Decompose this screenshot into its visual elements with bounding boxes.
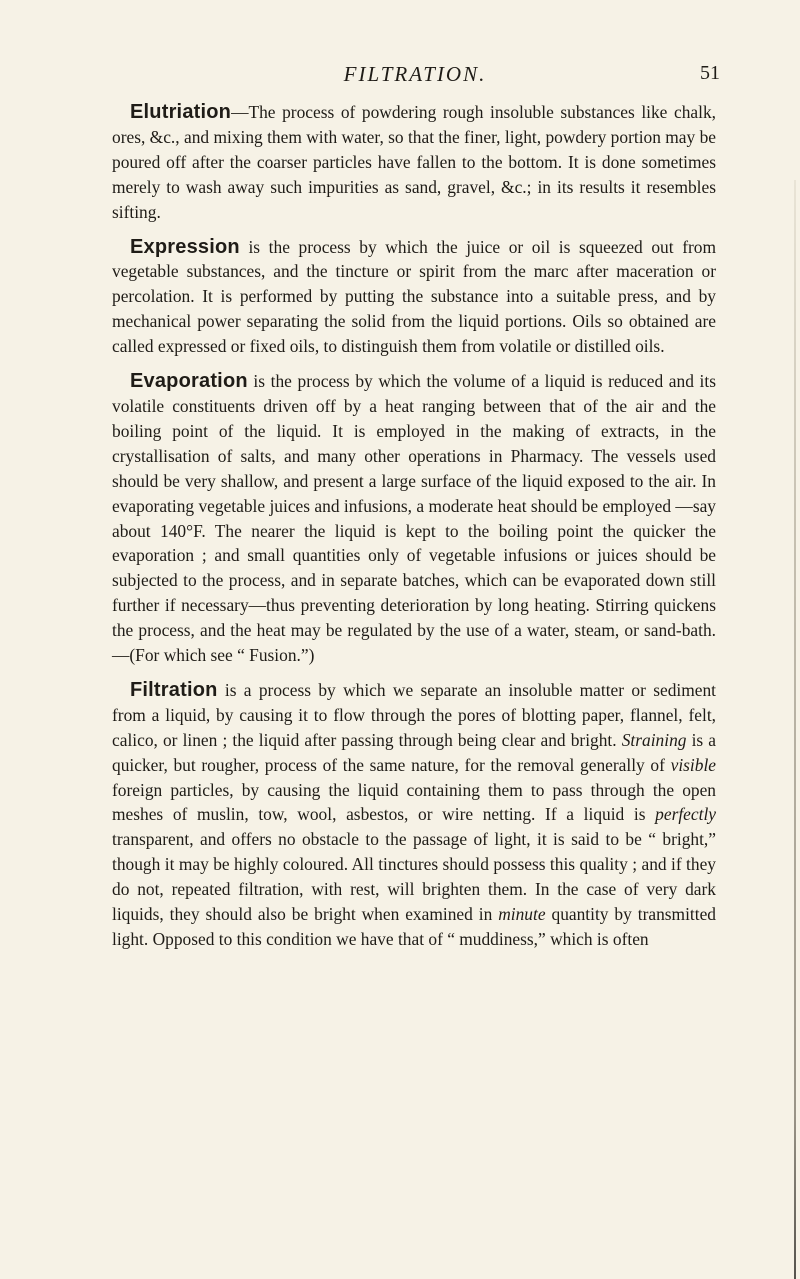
entry-text: —The process of powdering rough insoluble substances like chalk, ores, &c., and mixing them with water, so that the finer, light, powdery portion may be poured off after the coarser particles have fallen to the bottom. It is done sometimes merely to wash away such impurities as sand, gravel, &c.; in its results it resembles sifting. [112,102,716,222]
glossary-entries [112,100,716,962]
entry-text: foreign particles, by causing the liquid containing them to pass through the open meshes of muslin, tow, wool, asbestos, or wire netting. If a liquid is [112,779,716,825]
entry-text: is a process by which we separate an insoluble matter or sediment from a liquid, by causing it to flow through the pores of blotting paper, flannel, felt, calico, or linen ; the liquid after passing through being clear and bright. [112,679,716,750]
entry-evaporation [112,369,716,668]
entry-term: Filtration [130,678,218,701]
entry-text: is the process by which the juice or oil is squeezed out from vegetable substances, and the tincture or spirit from the marc after maceration or percolation. It is performed by putting the substance into a suitable press, and by mechanical power separating the solid from the liquid portions. Oils so obtained are called expressed or fixed oils, to distinguish them from volatile or distilled oils. [112,236,716,357]
emphasis-text: Straining [621,729,687,750]
entry-text: quantity by transmitted light. Opposed to this condition we have that of “ muddiness,” which is often [112,904,716,949]
emphasis-text: minute [498,904,546,925]
entry-term: Elutriation [130,101,232,123]
emphasis-text: visible [670,754,716,775]
entry-expression [112,235,716,360]
page-edge-shadow [794,180,796,1279]
entry-filtration [112,678,716,952]
entry-text: transparent, and offers no obstacle to the passage of light, it is said to be “ bright,” though it may be highly coloured. All tinctures should possess this quality ; and if they do not, repeated filtration, with rest, will brighten them. In the case of very dark liquids, they should also be bright when examined in [112,829,716,925]
entry-elutriation [112,100,716,225]
entry-text: is a quicker, but rougher, process of the same nature, for the removal generally of [112,729,717,775]
running-head [110,60,720,90]
entry-term: Expression [130,235,240,258]
entry-term: Evaporation [130,370,248,393]
page-number: 51 [700,62,720,84]
entry-text: is the process by which the volume of a liquid is reduced and its volatile constituents driven off by a heat ranging between that of the air and the boiling point of the liquid. It is employed in the making of extracts, in the crystallisation of salts, and many other operations in Pharmacy. The vessels used should be very shallow, and present a large surface of the liquid exposed to the air. In evaporating vegetable juices and infusions, a moderate heat should be employed —say about 140°F. The nearer the liquid is kept to the boiling point the quicker the evaporation ; and small quantities only of vegetable infusions or juices should be subjected to the process, and in separate batches, which can be evaporated down still further if necessary—thus preventing deterioration by long heating. Stirring quickens the process, and the heat may be regulated by the use of a water, steam, or sand-bath. —(For which see “ Fusion.”) [112,371,716,666]
running-title: FILTRATION. [343,62,487,86]
emphasis-text: perfectly [655,804,716,825]
